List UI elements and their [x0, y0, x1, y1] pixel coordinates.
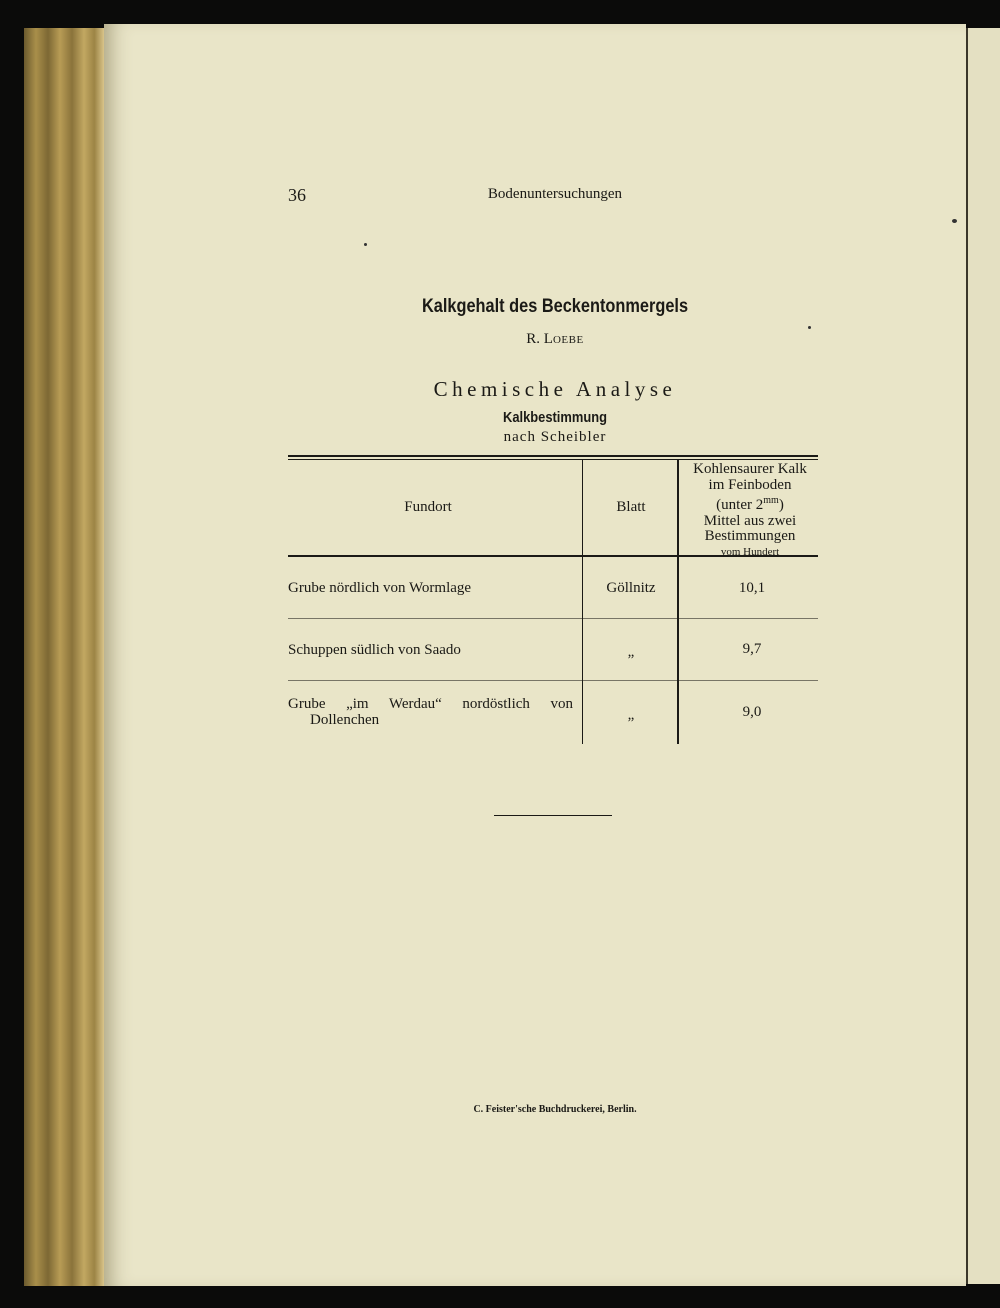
- author-initial: R. L: [526, 331, 553, 347]
- table-cell-fundort: Schuppen südlich von Saado: [288, 642, 461, 658]
- section-heading: Chemische Analyse: [433, 377, 677, 401]
- adjacent-page-edge: [966, 28, 1000, 1284]
- table-cell-blatt: „: [627, 644, 635, 660]
- header-blatt: Blatt: [616, 499, 646, 515]
- end-rule: [494, 815, 612, 816]
- book-page-edges: [24, 28, 104, 1286]
- header-kalk-unit: vom Hundert: [720, 545, 780, 558]
- column-divider: [582, 460, 583, 744]
- table-cell-fundort: Grube nördlich von Wormlage: [288, 580, 472, 596]
- header-kalk-line: Kohlensaurer Kalk: [693, 461, 807, 477]
- printer-imprint: C. Feister'sche Buchdruckerei, Berlin.: [473, 1104, 637, 1115]
- author: [0, 331, 1000, 348]
- header-kalk-line: im Feinboden: [708, 476, 792, 493]
- header-fundort: Fundort: [404, 499, 452, 515]
- article-title: Kalkgehalt des Beckentonmergels: [421, 296, 689, 317]
- header-kalk-line: (unter $2^{mm}$): [716, 495, 784, 513]
- table-cell-value: 10,1: [738, 580, 766, 596]
- header-kalk: [680, 462, 820, 560]
- paper-speck: [952, 219, 957, 223]
- paper-speck: [808, 326, 811, 329]
- table-top-rule-thin: [288, 459, 818, 460]
- table-cell-blatt: Göllnitz: [606, 580, 656, 596]
- row-divider: [288, 680, 818, 681]
- header-kalk-line: Mittel aus zwei: [703, 512, 797, 529]
- header-kalk-line: Bestimmungen: [704, 528, 796, 544]
- fundort-line: Dollenchen: [310, 712, 380, 728]
- table-cell-fundort: [288, 696, 573, 728]
- paper-speck: [364, 243, 367, 246]
- subsection-heading: Kalkbestimmung: [503, 409, 607, 426]
- table-cell-value: 9,0: [742, 704, 762, 720]
- row-divider: [288, 618, 818, 619]
- table-cell-blatt: „: [627, 707, 635, 723]
- method-line: nach Scheibler: [503, 429, 607, 445]
- running-head: Bodenuntersuchungen: [487, 186, 623, 202]
- table-top-rule-thick: [288, 455, 818, 457]
- fundort-line: Grube „im Werdau“ nordöstlich von: [288, 696, 573, 712]
- table-cell-value: 9,7: [742, 641, 762, 657]
- page-number: 36: [288, 185, 306, 205]
- author-surname-smallcaps: OEBE: [552, 334, 584, 346]
